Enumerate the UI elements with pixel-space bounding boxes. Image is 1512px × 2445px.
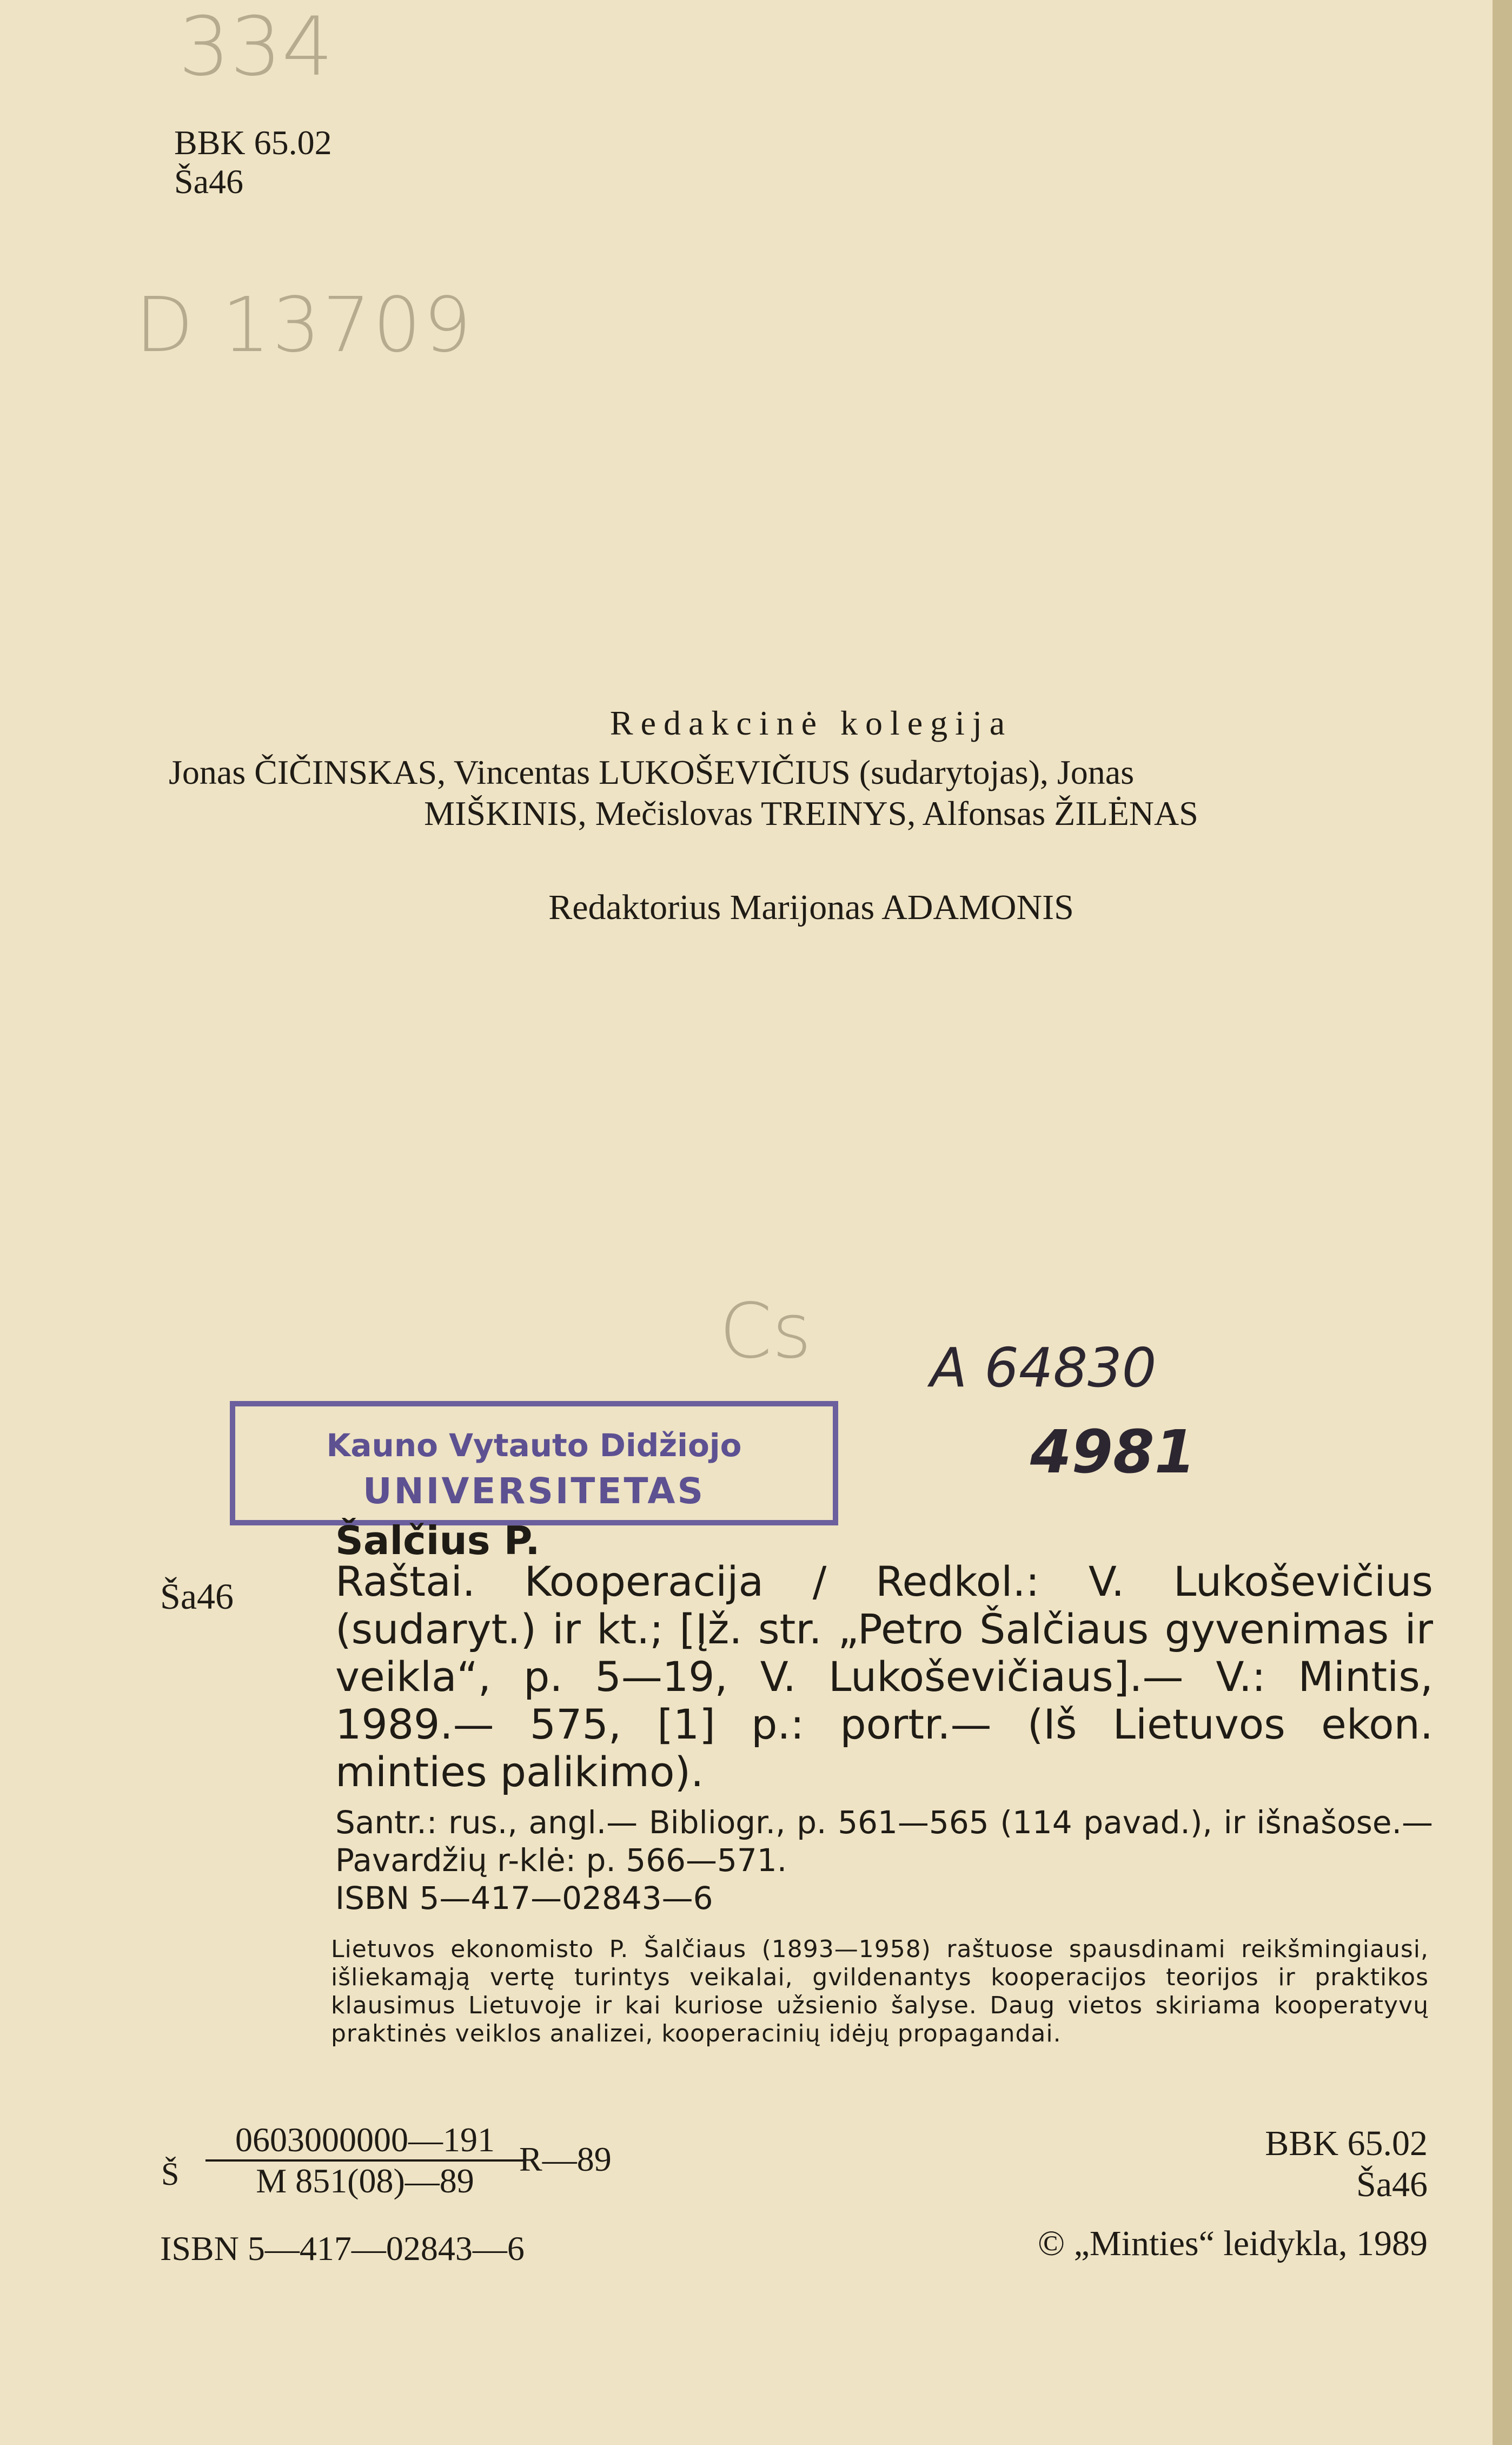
s-letter: Š bbox=[161, 2156, 180, 2192]
code-bottom: Ša46 bbox=[1356, 2165, 1428, 2204]
card-annotation: Lietuvos ekonomisto P. Šalčiaus (1893—1958) raštuose spausdinami reikšmingiausi, išliekamąją vertę turintys veikalai, gvildenantys kooperacijos teorijos ir praktikos klausimus Lietuvoje ir kai kuriose užsienio šalyse. Daug vietos skiriama kooperatyvų praktinės veiklos analizei, kooperacinių idėjų propagandai. bbox=[331, 1935, 1429, 2047]
catalog-card-body bbox=[335, 1558, 1433, 1917]
card-code: Ša46 bbox=[160, 1576, 234, 1617]
card-notes: Santr.: rus., angl.— Bibliogr., p. 561—565 (114 pavad.), ir išnašose.— Pavardžių r-klė: p. 566—571. bbox=[335, 1804, 1433, 1879]
publisher-code-fraction bbox=[205, 2120, 525, 2200]
editorial-board-line2: MIŠKINIS, Mečislovas TREINYS, Alfonsas ŽILĖNAS bbox=[424, 794, 1198, 832]
editorial-board-line1: Jonas ČIČINSKAS, Vincentas LUKOŠEVIČIUS (sudarytojas), Jonas bbox=[169, 753, 1135, 791]
code-denominator: M 851(08)—89 bbox=[256, 2162, 474, 2200]
stamp-line1: Kauno Vytauto Didžiojo bbox=[326, 1427, 742, 1464]
page-edge bbox=[1493, 0, 1512, 2445]
copyright: © „Minties“ leidykla, 1989 bbox=[1037, 2224, 1428, 2263]
card-author: Šalčius P. bbox=[335, 1518, 540, 1563]
editorial-board-heading: Redakcinė kolegija bbox=[609, 704, 1013, 742]
handwritten-accession: A 64830 bbox=[930, 1336, 1157, 1399]
library-stamp bbox=[230, 1401, 838, 1525]
handwritten-number: 4981 bbox=[1030, 1417, 1196, 1486]
code-top: Ša46 bbox=[174, 162, 243, 201]
card-isbn: ISBN 5—417—02843—6 bbox=[335, 1880, 713, 1917]
bbk-bottom: BBK 65.02 bbox=[1265, 2124, 1428, 2163]
pencil-mark-top: 334 bbox=[178, 0, 334, 94]
card-description: Raštai. Kooperacija / Redkol.: V. Lukoševičius (sudaryt.) ir kt.; [Įž. str. „Petro Šalčiaus gyvenimas ir veikla“, p. 5—19, V. Lukoševičiaus].— V.: Mintis, 1989.— 575, [1] p.: portr.— (Iš Lietuvos ekon. minties palikimo). bbox=[335, 1557, 1433, 1796]
code-numerator: 0603000000—191 bbox=[235, 2120, 495, 2159]
bbk-top: BBK 65.02 bbox=[174, 123, 332, 162]
bottom-isbn: ISBN 5—417—02843—6 bbox=[160, 2229, 525, 2268]
editor-line: Redaktorius Marijonas ADAMONIS bbox=[548, 888, 1074, 927]
pencil-mark-code: D 13709 bbox=[135, 281, 474, 369]
r-code: R—89 bbox=[519, 2140, 612, 2178]
classification-top bbox=[174, 123, 332, 201]
classification-bottom bbox=[1211, 2123, 1428, 2205]
pencil-mark-cs: Cs bbox=[719, 1287, 812, 1376]
stamp-line2: UNIVERSITETAS bbox=[362, 1470, 706, 1512]
